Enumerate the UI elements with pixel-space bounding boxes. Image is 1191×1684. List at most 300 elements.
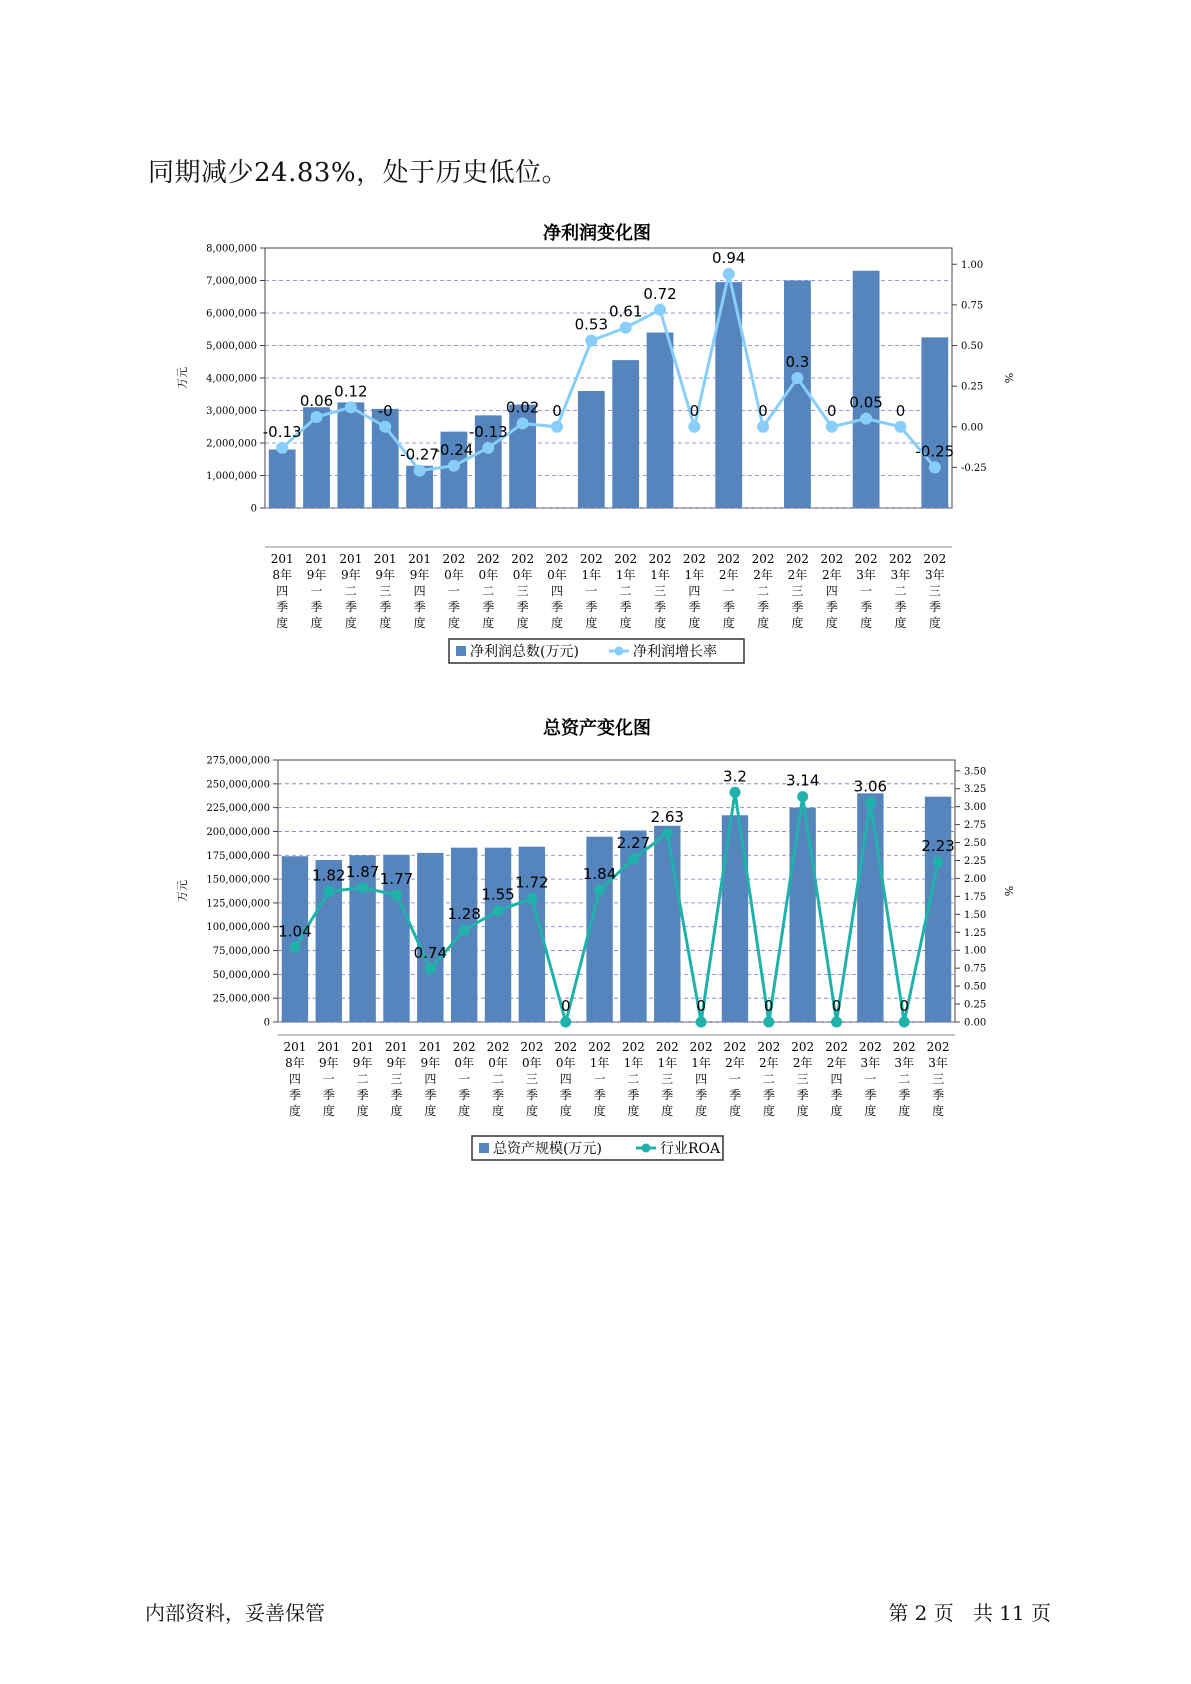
- category-label: 度: [413, 616, 426, 630]
- category-label: 四: [559, 1072, 572, 1086]
- line-point: [526, 893, 537, 904]
- category-label: 季: [830, 1088, 843, 1102]
- data-label: -0.13: [262, 422, 302, 441]
- line-point: [585, 335, 597, 347]
- category-label: 202: [926, 1040, 950, 1054]
- category-label: 季: [757, 600, 770, 614]
- data-label: 0: [689, 401, 700, 420]
- category-label: 度: [661, 1104, 674, 1118]
- category-label: 202: [442, 552, 466, 566]
- y-tick-label: 175,000,000: [206, 850, 270, 862]
- y-tick-label: 200,000,000: [206, 826, 270, 838]
- category-label: 三: [796, 1072, 809, 1086]
- category-label: 202: [520, 1040, 544, 1054]
- category-label: 二: [492, 1072, 505, 1086]
- category-label: 2年: [759, 1056, 779, 1070]
- category-label: 季: [390, 1088, 403, 1102]
- line-point: [628, 854, 639, 865]
- category-label: 度: [796, 1104, 809, 1118]
- category-label: 二: [619, 584, 632, 598]
- data-label: 0.72: [643, 284, 677, 303]
- y-tick-label: 0: [263, 1017, 270, 1029]
- bar: [612, 360, 639, 508]
- y2-axis-title: %: [1002, 372, 1015, 384]
- category-label: 度: [288, 1104, 301, 1118]
- category-label: 三: [654, 584, 667, 598]
- category-label: 202: [689, 1040, 713, 1054]
- line-point: [560, 1017, 571, 1028]
- category-label: 201: [305, 552, 328, 566]
- y2-tick-label: 2.50: [964, 838, 987, 850]
- category-label: 201: [283, 1040, 307, 1054]
- line-point: [757, 421, 769, 433]
- legend-bar-swatch: [479, 1143, 489, 1153]
- category-label: 季: [525, 1088, 538, 1102]
- y2-tick-label: 1.25: [964, 927, 987, 939]
- bar: [789, 808, 815, 1022]
- category-label: 1年: [684, 568, 705, 582]
- y2-tick-label: 1.00: [964, 945, 987, 957]
- category-label: 季: [619, 600, 632, 614]
- category-label: 202: [655, 1040, 679, 1054]
- category-label: 9年: [375, 568, 396, 582]
- category-label: 一: [860, 584, 873, 598]
- data-label: 0: [895, 401, 906, 420]
- category-label: 度: [654, 616, 667, 630]
- line-point: [696, 1017, 707, 1028]
- line-point: [493, 905, 504, 916]
- data-label: 0.3: [785, 353, 810, 371]
- y-tick-label: 275,000,000: [206, 755, 270, 767]
- category-label: 度: [585, 616, 598, 630]
- y2-tick-label: 1.75: [964, 891, 987, 903]
- y-tick-label: 2,000,000: [206, 438, 257, 450]
- category-label: 季: [825, 600, 838, 614]
- category-label: 四: [830, 1072, 843, 1086]
- category-label: 201: [408, 552, 432, 566]
- category-label: 度: [458, 1104, 471, 1118]
- footer-confidential-note: 内部资料，妥善保管: [145, 1601, 325, 1625]
- category-label: 度: [525, 1104, 538, 1118]
- line-point: [688, 421, 700, 433]
- line-point: [894, 421, 906, 433]
- category-label: 9年: [386, 1056, 407, 1070]
- category-label: 一: [458, 1072, 471, 1086]
- category-label: 度: [619, 616, 632, 630]
- category-label: 202: [723, 1040, 747, 1054]
- line-point: [899, 1017, 910, 1028]
- category-label: 一: [447, 584, 460, 598]
- category-label: 0年: [454, 1056, 474, 1070]
- category-label: 季: [791, 600, 804, 614]
- category-label: 3年: [894, 1056, 915, 1070]
- category-label: 度: [593, 1104, 606, 1118]
- category-label: 季: [894, 600, 907, 614]
- category-label: 3年: [856, 568, 876, 582]
- category-label: 度: [830, 1104, 843, 1118]
- category-label: 季: [458, 1088, 471, 1102]
- category-label: 度: [482, 616, 495, 630]
- category-label: 季: [627, 1088, 640, 1102]
- category-label: 季: [728, 1088, 741, 1102]
- category-label: 季: [356, 1088, 369, 1102]
- category-label: 202: [923, 552, 947, 566]
- y2-tick-label: 3.25: [964, 784, 987, 796]
- category-label: 二: [344, 584, 357, 598]
- category-label: 四: [276, 584, 289, 598]
- category-label: 季: [688, 600, 701, 614]
- category-label: 202: [621, 1040, 645, 1054]
- line-point: [448, 460, 460, 472]
- category-label: 度: [390, 1104, 403, 1118]
- y-tick-label: 3,000,000: [206, 406, 257, 417]
- data-label: 3.14: [785, 771, 820, 790]
- category-label: 202: [486, 1040, 510, 1054]
- category-label: 季: [482, 600, 495, 614]
- category-label: 一: [585, 584, 598, 598]
- category-label: 2年: [753, 568, 773, 582]
- category-label: 度: [627, 1104, 640, 1118]
- category-label: 度: [688, 616, 701, 630]
- data-label: 0.53: [574, 315, 609, 334]
- bar: [417, 853, 443, 1022]
- legend-label: 行业ROA: [660, 1141, 721, 1157]
- category-label: 季: [379, 600, 392, 614]
- bar: [269, 450, 296, 509]
- y2-tick-label: 0.25: [961, 381, 984, 393]
- y2-tick-label: 0.75: [964, 963, 987, 975]
- category-label: 二: [356, 1072, 369, 1086]
- category-label: 二: [482, 584, 495, 598]
- y-tick-label: 75,000,000: [212, 946, 270, 958]
- y-tick-label: 0: [250, 503, 257, 515]
- category-label: 9年: [341, 568, 361, 582]
- category-label: 202: [854, 552, 878, 566]
- category-label: 季: [413, 600, 426, 614]
- data-label: -0: [377, 401, 393, 420]
- category-label: 度: [550, 616, 563, 630]
- y-tick-label: 4,000,000: [206, 373, 257, 385]
- data-label: 0.12: [334, 382, 368, 401]
- category-label: 0年: [522, 1056, 542, 1070]
- y2-tick-label: 1.00: [961, 259, 984, 271]
- category-label: 202: [588, 1040, 612, 1054]
- bar: [337, 402, 364, 508]
- y2-tick-label: 0.75: [961, 300, 984, 312]
- net-profit-chart: [0, 210, 1191, 680]
- category-label: 202: [791, 1040, 815, 1054]
- category-label: 度: [276, 616, 289, 630]
- category-label: 季: [762, 1088, 775, 1102]
- legend-bar-swatch: [456, 646, 466, 656]
- total-assets-chart: [0, 705, 1191, 1185]
- category-label: 1年: [589, 1056, 610, 1070]
- category-label: 8年: [285, 1056, 305, 1070]
- category-label: 二: [898, 1072, 911, 1086]
- bar: [784, 281, 811, 509]
- category-label: 3年: [925, 568, 945, 582]
- line-point: [289, 942, 300, 953]
- category-label: 四: [288, 1072, 301, 1086]
- category-label: 季: [447, 600, 460, 614]
- category-label: 三: [928, 584, 941, 598]
- line-point: [797, 791, 808, 802]
- line-point: [276, 442, 288, 454]
- data-label: 0: [696, 997, 706, 1015]
- data-label: 1.72: [515, 873, 549, 892]
- category-label: 季: [344, 600, 357, 614]
- line-point: [865, 797, 876, 808]
- category-label: 度: [722, 616, 735, 630]
- y-tick-label: 150,000,000: [206, 874, 270, 886]
- category-label: 201: [317, 1040, 341, 1054]
- category-label: 0年: [555, 1056, 576, 1070]
- category-label: 季: [310, 600, 323, 614]
- category-label: 季: [796, 1088, 809, 1102]
- category-label: 202: [511, 552, 535, 566]
- data-label: -0.13: [468, 422, 508, 441]
- legend-line-marker: [615, 647, 624, 656]
- category-label: 二: [762, 1072, 775, 1086]
- category-label: 度: [825, 616, 838, 630]
- data-label: 0.94: [712, 249, 746, 267]
- data-label: 0.02: [505, 398, 540, 417]
- category-label: 季: [559, 1088, 572, 1102]
- y2-tick-label: 0.25: [964, 999, 987, 1011]
- category-label: 一: [310, 584, 323, 598]
- line-point: [323, 886, 334, 897]
- data-label: 0: [560, 997, 571, 1015]
- y-axis-title: 万元: [176, 367, 189, 389]
- category-label: 202: [717, 552, 741, 566]
- category-label: 季: [661, 1088, 674, 1102]
- category-label: 202: [751, 552, 775, 566]
- category-label: 201: [385, 1040, 408, 1054]
- line-point: [414, 465, 426, 477]
- data-label: -0.24: [434, 440, 474, 459]
- category-label: 季: [722, 600, 735, 614]
- bar: [853, 271, 880, 508]
- category-label: 202: [545, 552, 569, 566]
- category-label: 二: [757, 584, 770, 598]
- category-label: 季: [928, 600, 941, 614]
- category-label: 度: [860, 616, 873, 630]
- data-label: 1.55: [481, 885, 515, 904]
- category-label: 度: [310, 616, 323, 630]
- category-label: 202: [757, 1040, 781, 1054]
- line-point: [459, 925, 470, 936]
- line-point: [379, 421, 391, 433]
- data-label: 0: [552, 401, 562, 420]
- category-label: 一: [322, 1072, 335, 1086]
- category-label: 四: [413, 584, 426, 598]
- data-label: 1.84: [582, 864, 617, 883]
- y2-tick-label: 2.75: [964, 820, 987, 832]
- category-label: 度: [379, 616, 392, 630]
- data-label: 0: [831, 997, 842, 1015]
- legend-label: 净利润总数(万元): [470, 644, 579, 660]
- line-point: [729, 787, 740, 798]
- y-tick-label: 7,000,000: [206, 276, 257, 287]
- category-label: 度: [728, 1104, 741, 1118]
- data-label: 0: [827, 401, 837, 420]
- data-label: 2.23: [921, 836, 955, 855]
- category-label: 四: [688, 584, 701, 598]
- category-label: 季: [593, 1088, 606, 1102]
- category-label: 季: [898, 1088, 911, 1102]
- data-label: 0: [764, 997, 774, 1015]
- category-label: 1年: [650, 568, 670, 582]
- category-label: 1年: [623, 1056, 644, 1070]
- line-point: [933, 856, 944, 867]
- data-label: 0.61: [608, 302, 643, 321]
- legend-label: 总资产规模(万元): [493, 1141, 602, 1157]
- bar: [857, 793, 883, 1022]
- line-point: [831, 1017, 842, 1028]
- category-label: 2年: [826, 1056, 847, 1070]
- category-label: 202: [476, 552, 500, 566]
- category-label: 季: [585, 600, 598, 614]
- category-label: 2年: [725, 1056, 745, 1070]
- category-label: 1年: [657, 1056, 678, 1070]
- category-label: 201: [351, 1040, 375, 1054]
- category-label: 202: [892, 1040, 916, 1054]
- category-label: 四: [695, 1072, 708, 1086]
- category-label: 202: [648, 552, 672, 566]
- y-tick-label: 8,000,000: [206, 243, 257, 255]
- line-point: [654, 304, 666, 316]
- category-label: 度: [762, 1104, 775, 1118]
- category-label: 度: [559, 1104, 572, 1118]
- category-label: 2年: [821, 568, 842, 582]
- category-label: 0年: [512, 568, 533, 582]
- y2-tick-label: 3.00: [964, 802, 987, 814]
- category-label: 季: [288, 1088, 301, 1102]
- data-label: 2.27: [616, 834, 651, 853]
- y2-tick-label: 2.00: [964, 873, 987, 885]
- bar: [578, 391, 605, 508]
- category-label: 季: [695, 1088, 708, 1102]
- y2-tick-label: -0.25: [961, 462, 987, 474]
- category-label: 9年: [352, 1056, 373, 1070]
- y-tick-label: 1,000,000: [206, 471, 257, 482]
- category-label: 度: [791, 616, 804, 630]
- category-label: 202: [682, 552, 706, 566]
- category-label: 季: [276, 600, 289, 614]
- y2-tick-label: 0.50: [964, 981, 987, 993]
- line-point: [594, 884, 605, 895]
- data-label: 0.74: [413, 943, 448, 962]
- category-label: 三: [791, 584, 804, 598]
- category-label: 三: [516, 584, 529, 598]
- line-point: [929, 461, 941, 473]
- chart-title: 净利润变化图: [543, 223, 651, 244]
- category-label: 季: [654, 600, 667, 614]
- category-label: 202: [554, 1040, 578, 1054]
- category-label: 202: [820, 552, 844, 566]
- category-label: 度: [894, 616, 907, 630]
- data-label: 1.87: [345, 862, 380, 881]
- category-label: 度: [695, 1104, 708, 1118]
- category-label: 季: [932, 1088, 945, 1102]
- legend-label: 净利润增长率: [633, 644, 717, 660]
- y2-tick-label: 0.50: [961, 341, 984, 352]
- category-label: 一: [864, 1072, 877, 1086]
- category-label: 202: [858, 1040, 882, 1054]
- category-label: 季: [550, 600, 563, 614]
- line-point: [763, 1017, 774, 1028]
- y2-tick-label: 1.50: [964, 909, 987, 921]
- data-label: -0.25: [915, 442, 955, 461]
- data-label: 0: [758, 401, 768, 420]
- category-label: 0年: [547, 568, 567, 582]
- category-label: 二: [627, 1072, 640, 1086]
- category-label: 202: [579, 552, 603, 566]
- category-label: 201: [339, 552, 363, 566]
- y-tick-label: 225,000,000: [206, 803, 270, 815]
- category-label: 201: [418, 1040, 442, 1054]
- data-label: 2.63: [650, 808, 684, 827]
- line-point: [662, 828, 673, 839]
- category-label: 1年: [581, 568, 602, 582]
- category-label: 季: [492, 1088, 505, 1102]
- bar: [654, 826, 680, 1022]
- category-label: 三: [661, 1072, 674, 1086]
- category-label: 8年: [272, 568, 292, 582]
- category-label: 201: [270, 552, 294, 566]
- category-label: 三: [390, 1072, 403, 1086]
- category-label: 9年: [306, 568, 327, 582]
- data-label: 0.05: [849, 393, 883, 412]
- data-label: 1.77: [379, 869, 414, 888]
- category-label: 202: [614, 552, 638, 566]
- category-label: 202: [889, 552, 912, 566]
- category-label: 0年: [444, 568, 464, 582]
- category-label: 2年: [718, 568, 739, 582]
- category-label: 二: [894, 584, 907, 598]
- bar: [921, 337, 948, 508]
- category-label: 9年: [409, 568, 430, 582]
- category-label: 9年: [420, 1056, 441, 1070]
- y-tick-label: 25,000,000: [212, 993, 270, 1005]
- category-label: 度: [757, 616, 770, 630]
- category-label: 202: [825, 1040, 848, 1054]
- category-label: 度: [344, 616, 357, 630]
- category-label: 季: [322, 1088, 335, 1102]
- y-tick-label: 250,000,000: [206, 779, 270, 791]
- line-point: [391, 889, 402, 900]
- bar: [647, 333, 674, 509]
- category-label: 三: [379, 584, 392, 598]
- line-point: [482, 442, 494, 454]
- category-label: 9年: [318, 1056, 339, 1070]
- data-label: 0.06: [299, 392, 334, 410]
- y2-tick-label: 0.00: [964, 1017, 987, 1029]
- data-label: 3.06: [853, 777, 888, 796]
- line-point: [826, 421, 838, 433]
- category-label: 度: [424, 1104, 437, 1118]
- category-label: 度: [932, 1104, 945, 1118]
- y2-axis-title: %: [1002, 885, 1015, 897]
- category-label: 度: [898, 1104, 911, 1118]
- y2-tick-label: 3.50: [964, 766, 987, 778]
- category-label: 季: [424, 1088, 437, 1102]
- category-label: 2年: [792, 1056, 813, 1070]
- category-label: 度: [356, 1104, 369, 1118]
- data-label: 1.82: [312, 866, 346, 885]
- category-label: 四: [825, 584, 838, 598]
- category-label: 四: [550, 584, 563, 598]
